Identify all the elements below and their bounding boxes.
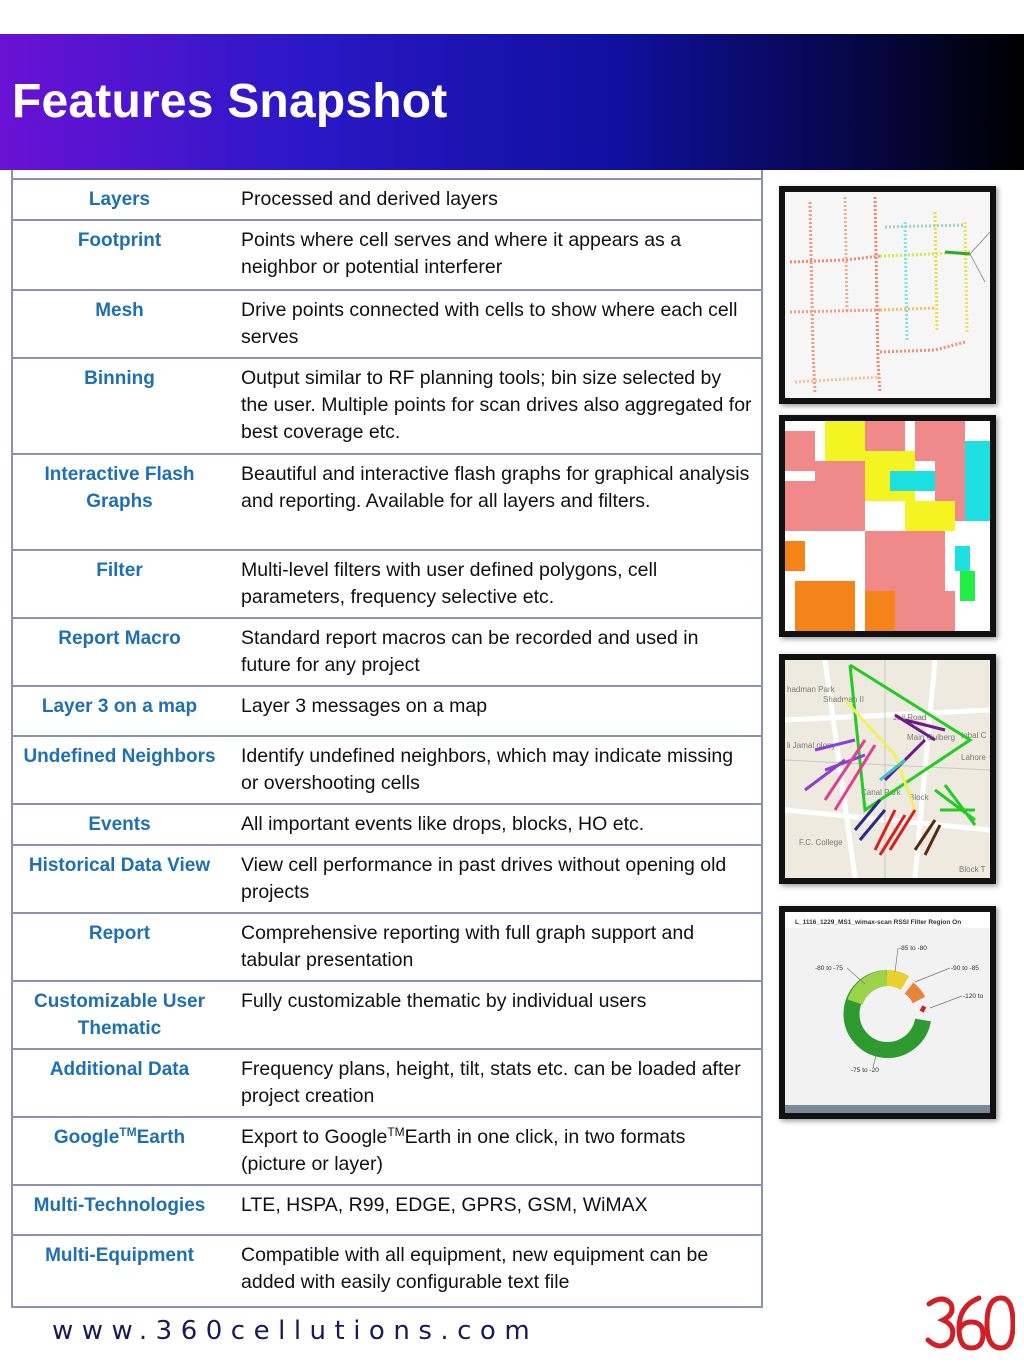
feature-description: Processed and derived layers [241,188,498,210]
feature-name: Mesh [95,300,144,321]
website-url: www.360cellutions.com [52,1316,539,1346]
map-label: Iqbal C [961,731,987,740]
chart-label: -90 to -85 [951,965,979,972]
table-row [13,737,761,805]
feature-name: Interactive Flash Graphs [44,464,195,512]
feature-name: Undefined Neighbors [23,746,216,767]
feature-name: Events [88,814,151,835]
table-row [13,221,761,291]
feature-description: LTE, HSPA, R99, EDGE, GPRS, GSM, WiMAX [241,1194,648,1216]
title-banner [0,34,1024,170]
table-row [13,982,761,1050]
map-label: Canal Park [861,788,901,797]
logo-360-graphic [925,1292,1015,1354]
chart-label: -75 to -20 [851,1067,879,1074]
table-row [13,1050,761,1118]
chart-label: -80 to -75 [815,965,843,972]
feature-name: Filter [96,560,143,581]
chart-label: -85 to -80 [899,945,927,952]
binning-thumbnail [779,415,996,637]
mesh-map-graphic [785,660,990,878]
feature-name: Multi-Equipment [45,1245,194,1266]
map-label: Lahore [961,753,986,762]
mesh-thumbnail [779,654,996,884]
chart-title: L_1116_1229_MS1_wimax-scan RSSI Filter Region On [795,919,962,926]
feature-description: Output similar to RF planning tools; bin size selected by the user. Multiple points for scan drives also aggregated for best coverage etc. [241,367,752,443]
table-row [13,1118,761,1186]
feature-name: Customizable User Thematic [33,991,206,1039]
feature-name: Layer 3 on a map [41,696,198,717]
feature-name: Footprint [77,230,162,251]
trademark-sup: TM [119,1125,137,1139]
table-row [13,805,761,846]
description-pre: Export to Google [241,1126,388,1148]
chart-label: -120 to [963,993,984,1000]
report-chart-thumbnail [779,906,996,1119]
feature-name-post: Earth [136,1127,186,1148]
feature-description: Beautiful and interactive flash graphs for graphical analysis and reporting. Available for all layers and filters. [241,463,750,512]
table-row [13,455,761,551]
feature-description: Drive points connected with cells to show where each cell serves [241,299,738,348]
table-row [13,687,761,737]
page-title: Features Snapshot [12,75,448,128]
map-label: Shadman II [823,695,864,704]
map-label: Block T [959,865,986,874]
map-label: Main Gulberg [907,733,956,742]
feature-name: Binning [84,368,155,389]
feature-description: Frequency plans, height, tilt, stats etc. can be loaded after project creation [241,1058,741,1107]
table-row [13,180,761,221]
feature-description: Points where cell serves and where it appears as a neighbor or potential interferer [241,229,682,278]
feature-description: Comprehensive reporting with full graph support and tabular presentation [241,922,695,971]
feature-description: Multi-level filters with user defined polygons, cell parameters, frequency selective etc. [241,559,658,608]
feature-description: Compatible with all equipment, new equipment can be added with easily configurable text file [241,1244,709,1293]
table-row [13,359,761,455]
trademark-sup: TM [387,1125,405,1139]
feature-name [13,1118,226,1151]
feature-description: All important events like drops, blocks, HO etc. [241,813,645,835]
feature-name: Report Macro [58,628,181,649]
table-row [13,846,761,914]
table-row [13,619,761,687]
map-label: Block [909,793,929,802]
donut-chart-graphic [785,912,990,1113]
feature-description: Layer 3 messages on a map [241,695,488,717]
table-row [13,914,761,982]
feature-name: Additional Data [49,1059,190,1080]
feature-name: Report [88,923,151,944]
feature-name: Layers [88,189,151,210]
feature-description: Fully customizable thematic by individual users [241,990,647,1012]
feature-description [241,1118,753,1178]
feature-description: View cell performance in past drives without opening old projects [241,854,727,903]
features-table [11,170,763,1308]
company-logo [925,1292,1015,1359]
feature-name: Multi-Technologies [33,1195,206,1216]
map-label: Jail Road [893,713,927,722]
map-label: F.C. College [799,838,843,847]
binning-grid-graphic [785,421,990,631]
table-row [13,551,761,619]
footprint-map-graphic [785,192,990,398]
feature-description: Identify undefined neighbors, which may indicate missing or overshooting cells [241,745,734,794]
feature-description: Standard report macros can be recorded and used in future for any project [241,627,699,676]
feature-name: Historical Data View [28,855,211,876]
map-label: hadman Park [787,685,835,694]
table-row [13,291,761,359]
table-row [13,1236,761,1306]
description-post: Earth in one click, in two formats (picture or layer) [241,1126,686,1175]
footprint-thumbnail [779,186,996,404]
table-row [13,1186,761,1236]
map-label: li Jamal olony [787,741,836,750]
feature-name-pre: Google [53,1127,120,1148]
